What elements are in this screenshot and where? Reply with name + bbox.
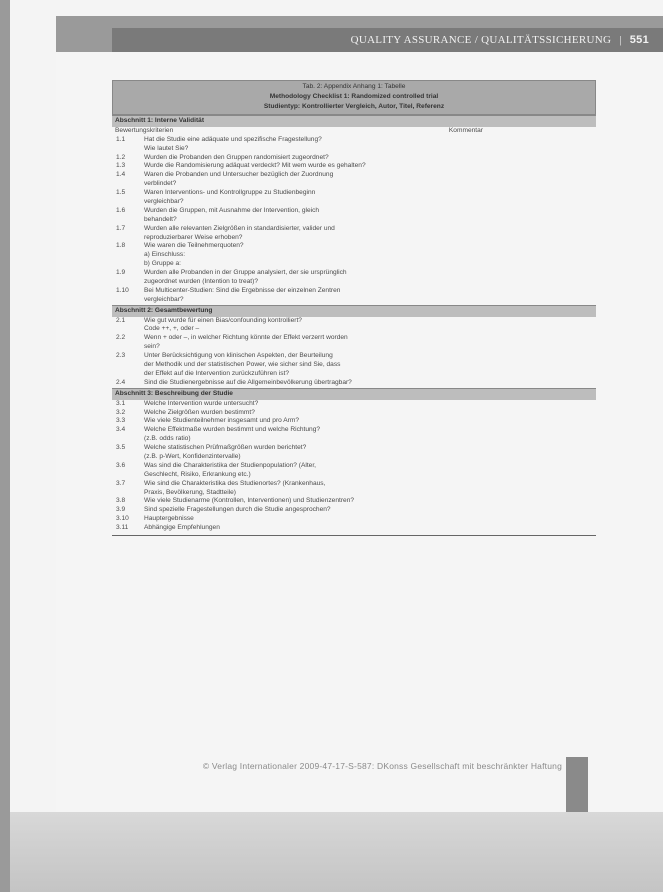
row-number: 3.5 (116, 444, 126, 452)
checklist-row (112, 400, 596, 409)
row-text-line: Welche Intervention wurde untersucht? (144, 399, 259, 407)
row-text-line: Sind spezielle Fragestellungen durch die Studie angesprochen? (144, 506, 331, 514)
row-text (144, 154, 596, 163)
checklist-row (112, 506, 596, 515)
row-text-line: Bei Multicenter-Studien: Sind die Ergebnisse der einzelnen Zentren (144, 286, 341, 294)
row-text-line: Wie gut wurde für einen Bias/confounding kontrolliert? (144, 316, 302, 324)
row-text (144, 444, 596, 462)
checklist-row (112, 207, 596, 225)
row-text-line: Geschlecht, Risiko, Erkrankung etc.) (144, 470, 251, 478)
row-text-line: Wie viele Studienarme (Kontrollen, Interventionen) und Studienzentren? (144, 497, 355, 505)
section-heading: Abschnitt 1: Interne Validität (112, 115, 596, 127)
row-text-line: Wurden die Probanden den Gruppen randomisiert zugeordnet? (144, 153, 329, 161)
checklist-row (112, 225, 596, 243)
row-text-line: Waren Interventions- und Kontrollgruppe zu Studienbeginn (144, 189, 316, 197)
checklist-row (112, 480, 596, 498)
page-top-margin (10, 0, 663, 16)
row-text-line: zugeordnet wurden (Intention to treat)? (144, 278, 258, 286)
row-text-line: Wurde die Randomisierung adäquat verdeckt? Mit wem wurde es gehalten? (144, 162, 366, 170)
row-text (144, 287, 596, 305)
page-edge-tab (566, 757, 588, 812)
page-footer: © Verlag Internationaler 2009-47-17-S-587: DKonss Gesellschaft mit beschränkter Haftung (202, 761, 562, 771)
row-number: 3.8 (116, 497, 126, 505)
row-text (144, 379, 596, 388)
row-text (144, 497, 596, 506)
row-number: 3.7 (116, 479, 126, 487)
row-text-line: a) Einschluss: (144, 251, 186, 259)
row-text (144, 462, 596, 480)
checklist-row (112, 497, 596, 506)
checklist-row (112, 409, 596, 418)
row-text-line: Wie lautet Sie? (144, 144, 189, 152)
checklist-row (112, 515, 596, 524)
running-header (112, 28, 663, 52)
row-text-line: Wie sind die Charakteristika des Studienortes? (Krankenhaus, (144, 479, 326, 487)
running-header-separator: | (619, 34, 622, 46)
row-number: 1.9 (116, 269, 126, 277)
row-text-line: Was sind die Charakteristika der Studienpopulation? (Alter, (144, 461, 317, 469)
row-text (144, 189, 596, 207)
row-text (144, 162, 596, 171)
table-caption-title: Methodology Checklist 1: Randomized controlled trial (269, 93, 439, 100)
row-text (144, 207, 596, 225)
row-text-line: Wurden die Gruppen, mit Ausnahme der Intervention, gleich (144, 206, 320, 214)
row-text-line: reproduzierbarer Weise erhoben? (144, 233, 243, 241)
row-text-line: Wurden alle relevanten Zielgrößen in standardisierter, valider und (144, 224, 335, 232)
table-body (112, 115, 596, 533)
row-text (144, 136, 596, 154)
row-text-line: Unter Berücksichtigung von klinischen Aspekten, der Beurteilung (144, 352, 333, 360)
row-text-line: Wurden alle Probanden in der Gruppe analysiert, der sie ursprünglich (144, 269, 347, 277)
column-header-criteria: Bewertungskriterien (115, 126, 174, 134)
checklist-row (112, 379, 596, 388)
table-caption-line: Tab. 2: Appendix Anhang 1: Tabelle (302, 83, 406, 90)
checklist-row (112, 426, 596, 444)
row-text (144, 480, 596, 498)
checklist-row (112, 154, 596, 163)
checklist-row (112, 524, 596, 533)
row-number: 3.2 (116, 408, 126, 416)
row-text-line: sein? (144, 343, 160, 351)
row-number: 2.2 (116, 334, 126, 342)
page-left-margin (10, 16, 56, 812)
row-text-line: Wenn + oder –, in welcher Richtung könnte der Effekt verzerrt worden (144, 334, 348, 342)
row-text-line: Hauptergebnisse (144, 515, 194, 523)
row-number: 3.9 (116, 506, 126, 514)
section-heading: Abschnitt 3: Beschreibung der Studie (112, 388, 596, 400)
table-caption-subtitle: Studientyp: Kontrollierter Vergleich, Autor, Titel, Referenz (263, 103, 445, 110)
row-text (144, 409, 596, 418)
row-number: 1.2 (116, 153, 126, 161)
checklist-row (112, 242, 596, 269)
checklist-row (112, 444, 596, 462)
checklist-row (112, 317, 596, 335)
row-text-line: Welche Zielgrößen wurden bestimmt? (144, 408, 255, 416)
row-text (144, 417, 596, 426)
row-text (144, 317, 596, 335)
row-number: 3.10 (116, 515, 129, 523)
row-text-line: Waren die Probanden und Untersucher bezüglich der Zuordnung (144, 171, 334, 179)
row-text (144, 352, 596, 379)
row-text (144, 242, 596, 269)
row-number: 2.1 (116, 316, 126, 324)
row-number: 1.3 (116, 162, 126, 170)
row-text-line: b) Gruppe a: (144, 260, 182, 268)
row-number: 1.8 (116, 242, 126, 250)
row-number: 1.6 (116, 206, 126, 214)
row-text (144, 515, 596, 524)
row-text-line: Abhängige Empfehlungen (144, 524, 220, 532)
checklist-row (112, 269, 596, 287)
checklist-row (112, 162, 596, 171)
checklist-row (112, 334, 596, 352)
column-headers (112, 127, 596, 136)
row-number: 2.4 (116, 378, 126, 386)
row-number: 2.3 (116, 352, 126, 360)
row-text-line: (z.B. odds ratio) (144, 435, 191, 443)
row-text (144, 426, 596, 444)
row-number: 3.1 (116, 399, 126, 407)
row-number: 1.7 (116, 224, 126, 232)
row-text-line: der Methodik und der statistischen Power, wie sicher sind Sie, dass (144, 361, 341, 369)
row-text (144, 225, 596, 243)
row-number: 3.6 (116, 461, 126, 469)
row-number: 3.11 (116, 524, 129, 532)
checklist-row (112, 462, 596, 480)
row-text (144, 334, 596, 352)
row-text-line: Hat die Studie eine adäquate und spezifische Fragestellung? (144, 135, 322, 143)
row-text (144, 506, 596, 515)
row-text-line: Wie waren die Teilnehmerquoten? (144, 242, 244, 250)
row-text-line: (z.B. p-Wert, Konfidenzintervalle) (144, 452, 241, 460)
row-number: 1.4 (116, 171, 126, 179)
scan-bottom-band-fill (10, 812, 663, 892)
row-text (144, 524, 596, 533)
row-text-line: Wie viele Studienteilnehmer insgesamt und pro Arm? (144, 417, 300, 425)
row-text-line: Praxis, Bevölkerung, Stadtteile) (144, 488, 236, 496)
section-heading: Abschnitt 2: Gesamtbewertung (112, 305, 596, 317)
checklist-row (112, 352, 596, 379)
row-text-line: vergleichbar? (144, 295, 184, 303)
row-text-line: Welche Effektmaße wurden bestimmt und welche Richtung? (144, 426, 321, 434)
row-number: 1.10 (116, 286, 129, 294)
row-text (144, 400, 596, 409)
checklist-row (112, 136, 596, 154)
row-number: 3.4 (116, 426, 126, 434)
running-header-title: QUALITY ASSURANCE / QUALITÄTSSICHERUNG (350, 34, 612, 46)
checklist-row (112, 417, 596, 426)
row-text (144, 171, 596, 189)
row-number: 1.5 (116, 189, 126, 197)
table-bottom-rule (112, 535, 596, 536)
scan-bottom-band (10, 812, 663, 892)
row-text-line: Code ++, +, oder – (144, 325, 200, 333)
row-text-line: behandelt? (144, 215, 177, 223)
checklist-table (112, 80, 596, 536)
table-caption (112, 80, 596, 115)
row-text-line: der Effekt auf die Intervention zurückzuführen ist? (144, 369, 290, 377)
checklist-row (112, 189, 596, 207)
row-text (144, 269, 596, 287)
row-number: 1.1 (116, 135, 126, 143)
checklist-row (112, 171, 596, 189)
row-text-line: Welche statistischen Prüfmaßgrößen wurden berichtet? (144, 444, 307, 452)
row-text-line: Sind die Studienergebnisse auf die Allgemeinbevölkerung übertragbar? (144, 378, 352, 386)
row-text-line: vergleichbar? (144, 198, 184, 206)
row-text-line: verblindet? (144, 180, 177, 188)
column-header-comment: Kommentar (448, 126, 483, 134)
checklist-row (112, 287, 596, 305)
row-number: 3.3 (116, 417, 126, 425)
page-number: 551 (629, 34, 649, 46)
